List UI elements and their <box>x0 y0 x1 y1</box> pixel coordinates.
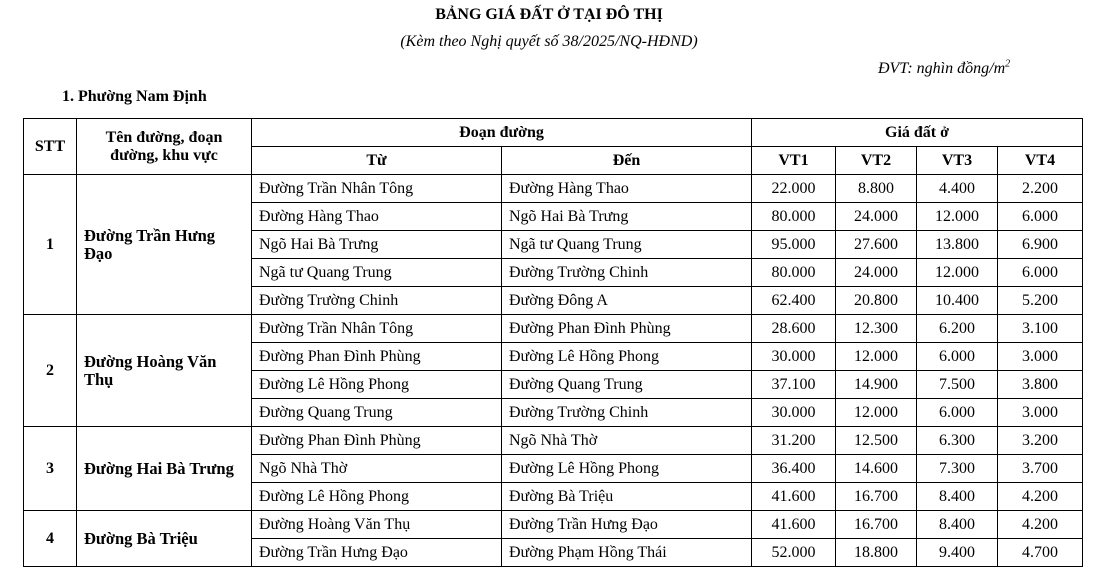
cell-vt2: 12.300 <box>836 315 917 343</box>
cell-vt4: 3.100 <box>998 315 1083 343</box>
cell-vt2: 12.500 <box>836 427 917 455</box>
cell-from: Đường Phan Đình Phùng <box>252 427 502 455</box>
cell-vt2: 20.800 <box>836 287 917 315</box>
header-from: Từ <box>252 147 502 175</box>
cell-vt1: 31.200 <box>752 427 836 455</box>
table-row <box>24 427 1083 455</box>
header-street <box>77 119 252 175</box>
cell-vt2: 16.700 <box>836 511 917 539</box>
cell-vt2: 24.000 <box>836 259 917 287</box>
unit-label <box>878 60 1010 78</box>
cell-vt4: 4.200 <box>998 483 1083 511</box>
row-stt: 2 <box>24 315 77 427</box>
cell-from: Đường Lê Hồng Phong <box>252 483 502 511</box>
cell-vt3: 6.300 <box>917 427 998 455</box>
cell-vt4: 4.200 <box>998 511 1083 539</box>
cell-from: Đường Hàng Thao <box>252 203 502 231</box>
cell-vt1: 22.000 <box>752 175 836 203</box>
document-title: BẢNG GIÁ ĐẤT Ở TẠI ĐÔ THỊ <box>435 6 663 23</box>
cell-vt4: 3.000 <box>998 399 1083 427</box>
cell-from: Ngõ Hai Bà Trưng <box>252 231 502 259</box>
cell-to: Đường Đông A <box>502 287 752 315</box>
cell-vt4: 3.000 <box>998 343 1083 371</box>
cell-vt3: 9.400 <box>917 539 998 567</box>
cell-vt1: 62.400 <box>752 287 836 315</box>
unit-text: ĐVT: nghìn đồng/m <box>878 60 1006 77</box>
cell-from: Đường Trần Nhân Tông <box>252 315 502 343</box>
cell-vt1: 41.600 <box>752 511 836 539</box>
cell-vt3: 7.300 <box>917 455 998 483</box>
cell-from: Ngõ Nhà Thờ <box>252 455 502 483</box>
cell-to: Đường Hàng Thao <box>502 175 752 203</box>
header-stt: STT <box>24 119 77 175</box>
cell-vt1: 80.000 <box>752 203 836 231</box>
cell-vt2: 24.000 <box>836 203 917 231</box>
cell-to: Đường Trường Chinh <box>502 399 752 427</box>
section-title: 1. Phường Nam Định <box>62 88 207 105</box>
cell-to: Ngõ Hai Bà Trưng <box>502 203 752 231</box>
cell-vt1: 80.000 <box>752 259 836 287</box>
document-subtitle: (Kèm theo Nghị quyết số 38/2025/NQ-HĐND) <box>400 33 698 50</box>
cell-vt4: 5.200 <box>998 287 1083 315</box>
cell-vt4: 6.900 <box>998 231 1083 259</box>
header-price: Giá đất ở <box>752 119 1083 147</box>
cell-vt3: 7.500 <box>917 371 998 399</box>
cell-vt3: 8.400 <box>917 511 998 539</box>
cell-to: Đường Quang Trung <box>502 371 752 399</box>
table-row <box>24 175 1083 203</box>
cell-from: Đường Quang Trung <box>252 399 502 427</box>
cell-to: Đường Trần Hưng Đạo <box>502 511 752 539</box>
cell-vt2: 12.000 <box>836 399 917 427</box>
cell-from: Đường Trường Chinh <box>252 287 502 315</box>
header-street-line2: đường, khu vực <box>110 146 218 164</box>
cell-to: Đường Trường Chinh <box>502 259 752 287</box>
cell-vt3: 12.000 <box>917 259 998 287</box>
cell-vt2: 12.000 <box>836 343 917 371</box>
cell-from: Đường Trần Nhân Tông <box>252 175 502 203</box>
table-row <box>24 511 1083 539</box>
row-stt: 1 <box>24 175 77 315</box>
cell-to: Đường Phan Đình Phùng <box>502 315 752 343</box>
cell-vt1: 37.100 <box>752 371 836 399</box>
cell-from: Đường Lê Hồng Phong <box>252 371 502 399</box>
cell-to: Ngõ Nhà Thờ <box>502 427 752 455</box>
cell-vt4: 3.800 <box>998 371 1083 399</box>
cell-to: Đường Bà Triệu <box>502 483 752 511</box>
cell-vt1: 52.000 <box>752 539 836 567</box>
cell-to: Ngã tư Quang Trung <box>502 231 752 259</box>
header-vt2: VT2 <box>836 147 917 175</box>
cell-vt1: 28.600 <box>752 315 836 343</box>
table-body <box>24 175 1083 567</box>
row-street-name: Đường Hoàng Văn Thụ <box>77 315 252 427</box>
land-price-table <box>23 118 1083 567</box>
cell-vt1: 30.000 <box>752 343 836 371</box>
row-street-name: Đường Hai Bà Trưng <box>77 427 252 511</box>
cell-vt1: 30.000 <box>752 399 836 427</box>
cell-from: Đường Hoàng Văn Thụ <box>252 511 502 539</box>
cell-from: Ngã tư Quang Trung <box>252 259 502 287</box>
cell-vt1: 36.400 <box>752 455 836 483</box>
row-stt: 4 <box>24 511 77 567</box>
cell-vt3: 10.400 <box>917 287 998 315</box>
cell-from: Đường Phan Đình Phùng <box>252 343 502 371</box>
header-row-1 <box>24 119 1083 147</box>
cell-vt4: 3.700 <box>998 455 1083 483</box>
cell-vt4: 3.200 <box>998 427 1083 455</box>
table-header <box>24 119 1083 175</box>
cell-vt2: 14.900 <box>836 371 917 399</box>
header-segment: Đoạn đường <box>252 119 752 147</box>
cell-vt4: 6.000 <box>998 259 1083 287</box>
cell-vt3: 12.000 <box>917 203 998 231</box>
row-street-name: Đường Bà Triệu <box>77 511 252 567</box>
table-row <box>24 315 1083 343</box>
cell-vt2: 14.600 <box>836 455 917 483</box>
cell-vt1: 41.600 <box>752 483 836 511</box>
header-vt4: VT4 <box>998 147 1083 175</box>
cell-vt2: 8.800 <box>836 175 917 203</box>
cell-vt2: 16.700 <box>836 483 917 511</box>
cell-vt3: 8.400 <box>917 483 998 511</box>
header-vt1: VT1 <box>752 147 836 175</box>
unit-superscript: 2 <box>1005 58 1011 70</box>
row-stt: 3 <box>24 427 77 511</box>
cell-vt2: 18.800 <box>836 539 917 567</box>
cell-vt3: 6.000 <box>917 399 998 427</box>
cell-from: Đường Trần Hưng Đạo <box>252 539 502 567</box>
cell-vt4: 4.700 <box>998 539 1083 567</box>
cell-vt3: 6.000 <box>917 343 998 371</box>
header-street-line1: Tên đường, đoạn <box>105 128 223 146</box>
cell-vt2: 27.600 <box>836 231 917 259</box>
header-vt3: VT3 <box>917 147 998 175</box>
cell-vt4: 2.200 <box>998 175 1083 203</box>
header-to: Đến <box>502 147 752 175</box>
cell-to: Đường Lê Hồng Phong <box>502 455 752 483</box>
cell-vt3: 6.200 <box>917 315 998 343</box>
cell-vt4: 6.000 <box>998 203 1083 231</box>
cell-to: Đường Lê Hồng Phong <box>502 343 752 371</box>
cell-to: Đường Phạm Hồng Thái <box>502 539 752 567</box>
cell-vt3: 4.400 <box>917 175 998 203</box>
cell-vt3: 13.800 <box>917 231 998 259</box>
row-street-name: Đường Trần Hưng Đạo <box>77 175 252 315</box>
cell-vt1: 95.000 <box>752 231 836 259</box>
